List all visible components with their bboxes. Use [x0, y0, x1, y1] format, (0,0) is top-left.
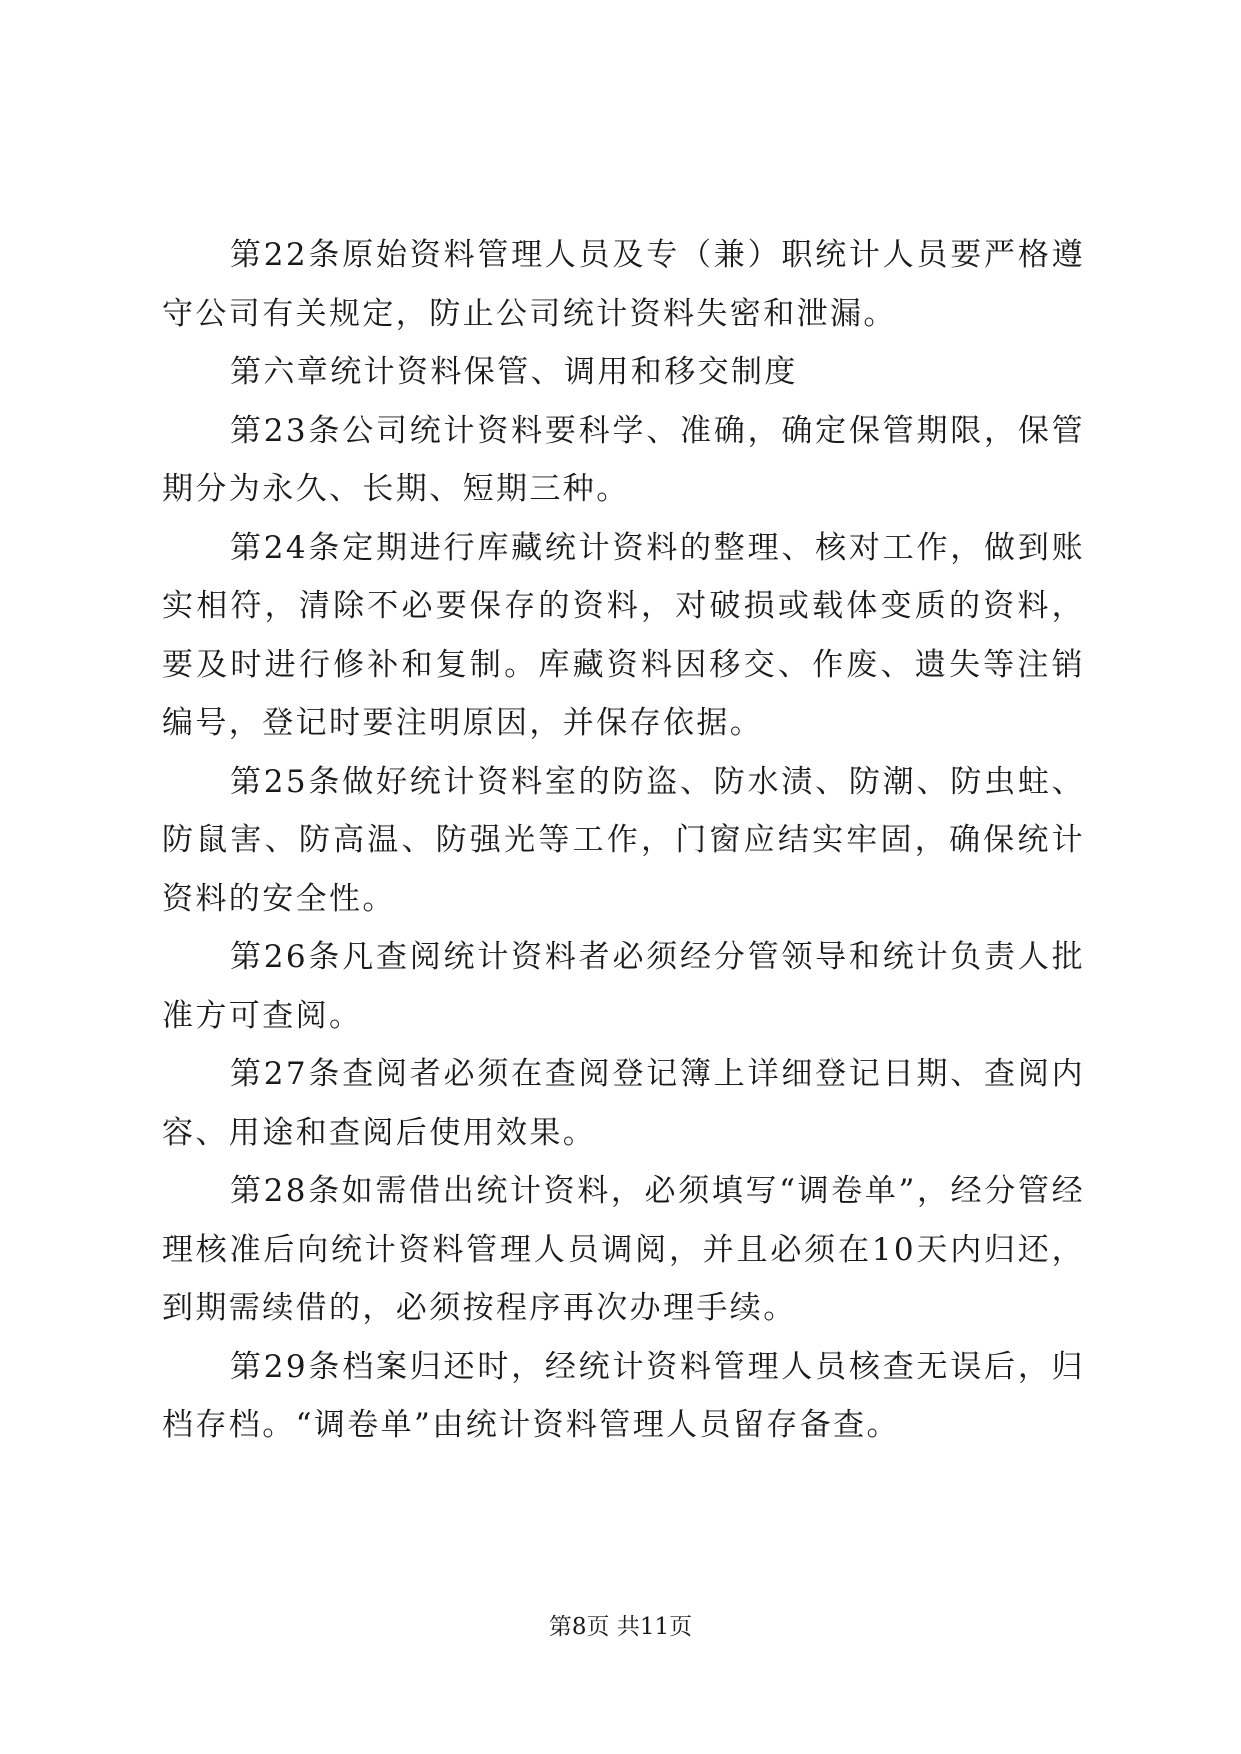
paragraph-article-27: 第27条查阅者必须在查阅登记簿上详细登记日期、查阅内容、用途和查阅后使用效果。	[162, 1056, 1085, 1151]
paragraph-article-26: 第26条凡查阅统计资料者必须经分管领导和统计负责人批准方可查阅。	[162, 939, 1085, 1034]
paragraph-article-29: 第29条档案归还时，经统计资料管理人员核查无误后，归档存档。“调卷单”由统计资料管理人员留存备查。	[162, 1348, 1085, 1443]
page-number-footer: 第8页 共11页	[548, 1614, 693, 1640]
paragraph-article-28: 第28条如需借出统计资料，必须填写“调卷单”，经分管经理核准后向统计资料管理人员调阅，并且必须在10天内归还，到期需续借的，必须按程序再次办理手续。	[162, 1173, 1085, 1326]
paragraph-article-23: 第23条公司统计资料要科学、准确，确定保管期限，保管期分为永久、长期、短期三种。	[162, 412, 1085, 507]
document-body	[162, 226, 1085, 1455]
paragraph-article-24: 第24条定期进行库藏统计资料的整理、核对工作，做到账实相符，清除不必要保存的资料，对破损或载体变质的资料，要及时进行修补和复制。库藏资料因移交、作废、遗失等注销编号，登记时要注明原因，并保存依据。	[162, 529, 1085, 741]
paragraph-article-25: 第25条做好统计资料室的防盗、防水渍、防潮、防虫蛀、防鼠害、防高温、防强光等工作，门窗应结实牢固，确保统计资料的安全性。	[162, 763, 1085, 917]
paragraph-article-22: 第22条原始资料管理人员及专（兼）职统计人员要严格遵守公司有关规定，防止公司统计资料失密和泄漏。	[162, 237, 1085, 332]
chapter-heading: 第六章统计资料保管、调用和移交制度	[230, 354, 798, 390]
